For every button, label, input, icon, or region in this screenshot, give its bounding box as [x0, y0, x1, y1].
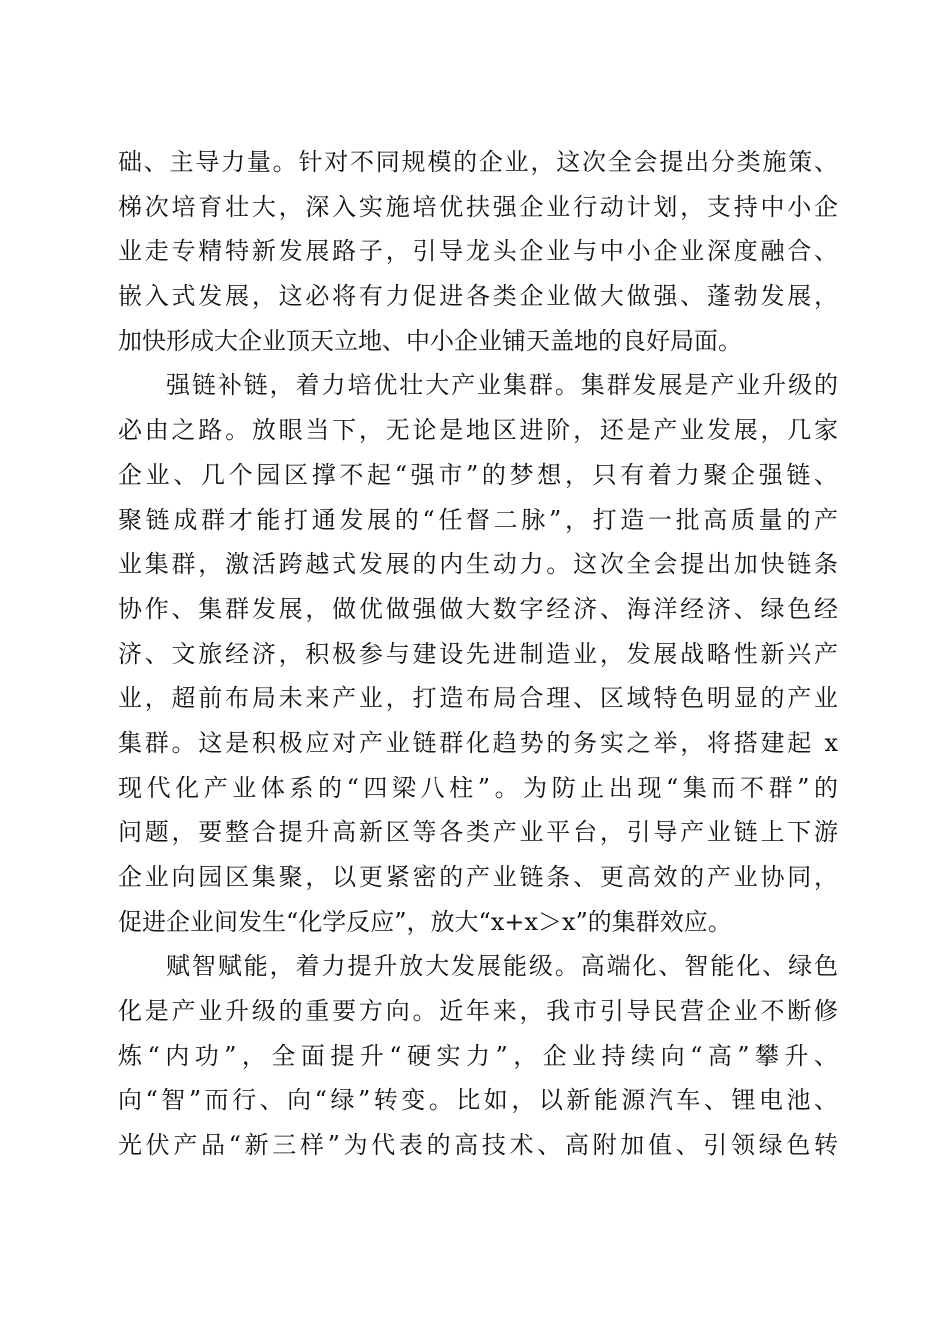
- text-line: 协作、集群发展，做优做强做大数字经济、海洋经济、绿色经: [118, 594, 838, 623]
- text-line: 企业向园区集聚，以更紧密的产业链条、更高效的产业协同，: [118, 863, 838, 891]
- paragraph-first-line: 强链补链，着力培优壮大产业集群。集群发展是产业升级的: [166, 371, 838, 400]
- text-line: 业集群，激活跨越式发展的内生动力。这次全会提出加快链条: [118, 550, 838, 579]
- text-line: 必由之路。放眼当下，无论是地区进阶，还是产业发展，几家: [118, 416, 838, 445]
- paragraph-first-line: 赋智赋能，着力提升放大发展能级。高端化、智能化、绿色: [166, 952, 838, 981]
- text-line: 聚链成群才能打通发展的“任督二脉”，打造一批高质量的产: [118, 505, 838, 534]
- text-line: 集群。这是积极应对产业链群化趋势的务实之举，将搭建起 x: [118, 728, 838, 757]
- text-line: 业走专精特新发展路子，引导龙头企业与中小企业深度融合、: [118, 237, 838, 266]
- text-line: 嵌入式发展，这必将有力促进各类企业做大做强、蓬勃发展，: [118, 282, 838, 311]
- text-line: 促进企业间发生“化学反应”，放大“x+x＞x”的集群效应。: [118, 907, 732, 936]
- text-line: 现代化产业体系的“四梁八柱”。为防止出现“集而不群”的: [118, 773, 838, 802]
- text-line: 问题，要整合提升高新区等各类产业平台，引导产业链上下游: [118, 818, 838, 847]
- text-line: 础、主导力量。针对不同规模的企业，这次全会提出分类施策、: [118, 148, 838, 176]
- text-line: 炼“内功”，全面提升“硬实力”，企业持续向“高”攀升、: [118, 1041, 838, 1070]
- text-line: 向“智”而行、向“绿”转变。比如，以新能源汽车、锂电池、: [118, 1086, 838, 1115]
- text-line: 加快形成大企业顶天立地、中小企业铺天盖地的良好局面。: [118, 326, 742, 355]
- text-line: 业，超前布局未来产业，打造布局合理、区域特色明显的产业: [118, 684, 838, 713]
- text-line: 梯次培育壮大，深入实施培优扶强企业行动计划，支持中小企: [118, 192, 838, 221]
- text-line: 企业、几个园区撑不起“强市”的梦想，只有着力聚企强链、: [118, 460, 838, 489]
- body-text: [118, 140, 838, 1168]
- text-line: 光伏产品“新三样”为代表的高技术、高附加值、引领绿色转: [118, 1131, 838, 1160]
- text-line: 化是产业升级的重要方向。近年来，我市引导民营企业不断修: [118, 997, 838, 1026]
- text-line: 济、文旅经济，积极参与建设先进制造业，发展战略性新兴产: [118, 639, 838, 668]
